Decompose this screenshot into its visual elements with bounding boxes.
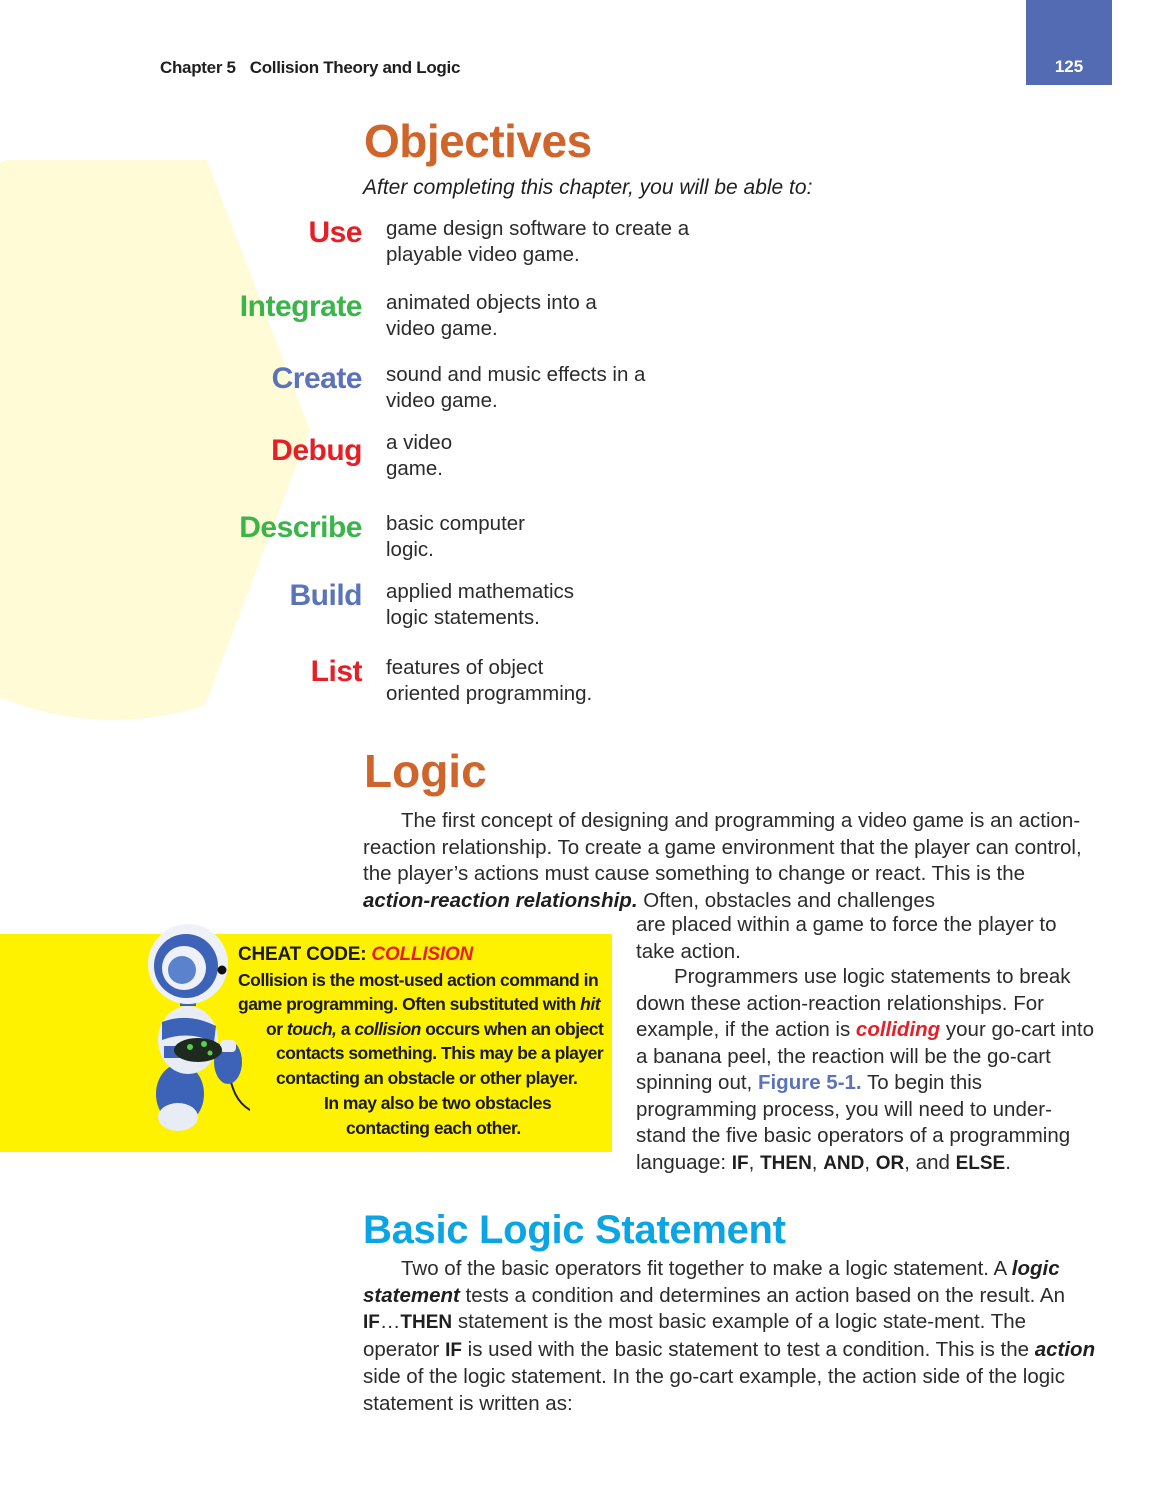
key-term: logic statement xyxy=(363,1257,1060,1307)
objective-verb: List xyxy=(310,655,362,688)
logic-paragraph-2 xyxy=(636,964,1096,1177)
robot-gamer-icon xyxy=(140,922,250,1137)
objective-verb: Integrate xyxy=(239,290,362,323)
separator: , and xyxy=(904,1150,956,1174)
objectives-heading: Objectives xyxy=(364,115,592,167)
paragraph-text: is used with the basic statement to test a condition. This is the xyxy=(461,1337,1035,1361)
objective-desc-line: oriented programming. xyxy=(386,682,593,705)
cheat-code-line: contacting each other. xyxy=(346,1118,521,1138)
cheat-code-line: contacting an obstacle or other player. xyxy=(276,1068,578,1088)
basic-logic-paragraph xyxy=(363,1256,1098,1417)
separator: , xyxy=(864,1150,876,1174)
objective-item xyxy=(0,216,900,276)
operator: IF xyxy=(731,1152,749,1174)
operator: ELSE xyxy=(955,1152,1006,1174)
cheat-code-label: CHEAT CODE: xyxy=(238,944,372,965)
objective-desc xyxy=(386,579,806,631)
cheat-code-line: contacts something. This may be a player xyxy=(276,1043,604,1063)
cheat-text: game programming. Often substituted with xyxy=(238,994,581,1014)
objective-desc-line: video game. xyxy=(386,389,498,412)
objective-desc-line: game design software to create a xyxy=(386,217,690,240)
cheat-text: or xyxy=(266,1019,287,1039)
objective-desc-line: a video xyxy=(386,431,453,454)
logic-heading: Logic xyxy=(364,745,487,797)
operator: THEN xyxy=(760,1152,812,1174)
paragraph-text: Two of the basic operators fit together to make a logic statement. A xyxy=(401,1257,1012,1280)
page-number-tab xyxy=(1026,0,1112,85)
objective-item xyxy=(0,290,900,350)
key-term: colliding xyxy=(855,1018,941,1041)
objective-desc xyxy=(386,290,806,342)
objectives-intro: After completing this chapter, you will be able to: xyxy=(363,176,813,199)
objective-desc-line: playable video game. xyxy=(386,243,580,266)
paragraph-text: Programmers use logic statements to break down these action-reaction relationships. For example, if the action is xyxy=(636,965,1071,1041)
basic-logic-heading: Basic Logic Statement xyxy=(363,1208,786,1252)
objective-desc xyxy=(386,511,806,563)
cheat-code-line xyxy=(238,992,600,1016)
logic-paragraph-1-continued: are placed within a game to force the player to take action. xyxy=(636,913,1057,963)
objective-verb: Create xyxy=(271,362,362,395)
objective-desc-line: animated objects into a xyxy=(386,291,597,314)
objective-desc-line: video game. xyxy=(386,317,498,340)
cheat-code-term: COLLISION xyxy=(371,944,474,965)
operator: THEN xyxy=(400,1312,453,1333)
cheat-text: occurs when an object xyxy=(420,1019,604,1039)
paragraph-text: To begin this programming process, you will need to under-stand the five basic operators of a programming language: xyxy=(636,1071,1071,1174)
cheat-text: a xyxy=(336,1019,355,1039)
cheat-code-line: Collision is the most-used action command in xyxy=(238,970,599,990)
paragraph-text: The first concept of designing and programming a video game is an action-reaction relationship. To create a game environment that the player can control, the player’s actions must cause something to change or react. This is the xyxy=(363,809,1082,885)
cheat-italic: collision xyxy=(354,1019,421,1039)
figure-reference-link[interactable]: Figure 5-1. xyxy=(757,1071,862,1094)
operator: AND xyxy=(823,1152,865,1174)
chapter-label: Chapter 5 xyxy=(160,58,236,77)
separator: , xyxy=(811,1150,824,1174)
operator: IF xyxy=(445,1339,462,1361)
separator: , xyxy=(748,1150,761,1174)
objective-verb: Debug xyxy=(271,434,362,467)
objective-desc xyxy=(386,655,806,707)
objective-desc-line: features of object xyxy=(386,656,544,679)
separator: . xyxy=(1005,1150,1011,1174)
key-term: action xyxy=(1034,1337,1096,1361)
objective-desc-line: logic statements. xyxy=(386,606,540,629)
cheat-italic: touch, xyxy=(286,1019,337,1039)
objective-desc-line: game. xyxy=(386,457,443,480)
operator: OR xyxy=(875,1152,905,1174)
objective-desc-line: logic. xyxy=(386,538,434,561)
objective-desc-line: basic computer xyxy=(386,512,526,535)
objective-desc-line: applied mathematics xyxy=(386,580,575,603)
paragraph-text: your go-cart into a banana peel, the reaction will be the go-cart spinning out, xyxy=(636,1018,1095,1094)
paragraph-text: side of the logic statement. In the go-cart example, the action side of the logic statement is written as: xyxy=(363,1365,1065,1415)
paragraph-text: Often, obstacles and challenges xyxy=(637,888,935,912)
running-head xyxy=(160,58,460,78)
ellipsis: … xyxy=(379,1310,401,1333)
objective-desc xyxy=(386,216,806,268)
key-term: action-reaction relationship. xyxy=(363,888,638,912)
cheat-italic: hit xyxy=(580,994,601,1014)
objective-verb: Describe xyxy=(239,511,362,544)
objective-item xyxy=(0,655,900,715)
paragraph-text: tests a condition and determines an action based on the result. An xyxy=(459,1283,1065,1307)
objective-desc xyxy=(386,430,806,482)
objective-item xyxy=(0,511,900,571)
page-number: 125 xyxy=(1054,57,1084,76)
cheat-code-line xyxy=(266,1017,603,1041)
logic-paragraph-1 xyxy=(363,808,1093,914)
objective-item xyxy=(0,362,900,422)
operator: IF xyxy=(363,1312,380,1333)
cheat-code-line: In may also be two obstacles xyxy=(324,1093,552,1113)
objective-item xyxy=(0,579,900,639)
objective-desc xyxy=(386,362,806,414)
objective-desc-line: sound and music effects in a xyxy=(386,363,646,386)
objective-item xyxy=(0,430,900,490)
paragraph-text: statement is the most basic example of a logic state-ment. The operator xyxy=(363,1310,1027,1361)
objective-verb: Use xyxy=(308,216,362,249)
objective-verb: Build xyxy=(289,579,362,612)
chapter-title: Collision Theory and Logic xyxy=(249,58,461,77)
cheat-code-title xyxy=(238,944,473,966)
